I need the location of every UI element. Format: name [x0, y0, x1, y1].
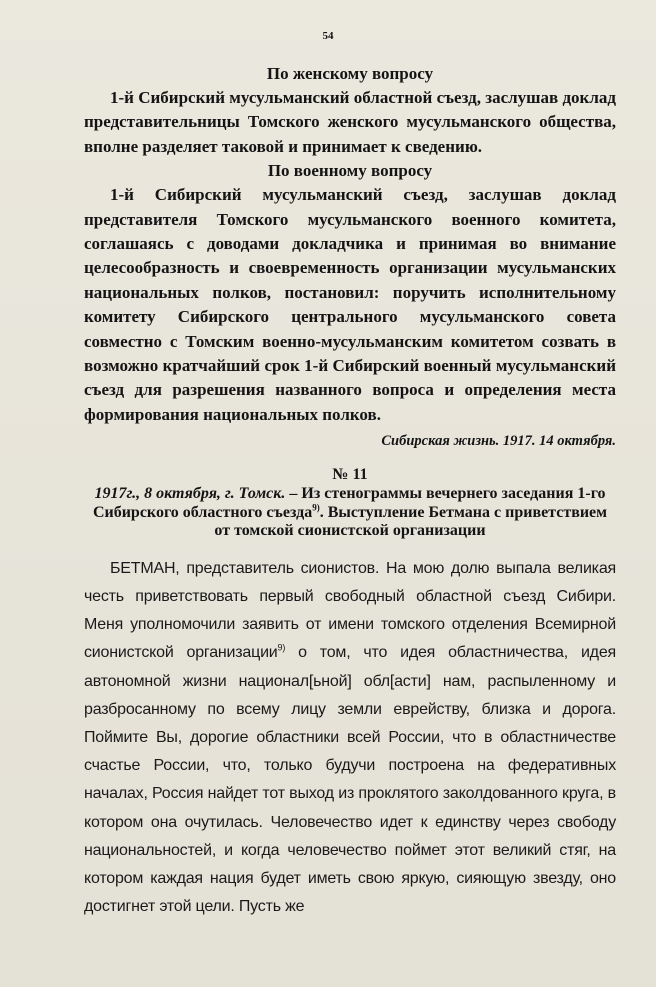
speech-text-part2: о том, что идея областничества, идея автономной жизни национал[ьной] обл[асти] нам, распыленному и разбросанному по всему лицу земли еврейству, близка и дорога. Поймите Вы, дорогие областники всей России, что в областничестве счастье России, что, только будучи построена на федеративных началах, Россия найдет тот выход из проклятого заколдованного круга, в котором она очутилась. Человечество идет к единству через свободу национальностей, и когда человечество поймет этот великий стяг, на котором каждая нация будет иметь свою яркую, сияющую звезду, оно достигнет этой цели. Пусть же: [84, 644, 616, 916]
document-number: № 11: [332, 466, 368, 484]
document-title-part2: Выступление Бетмана с приветствием от томской сионистской организации: [214, 503, 608, 540]
document-date-place: 1917г., 8 октября, г. Томск.: [94, 485, 286, 503]
document-title: 1917г., 8 октября, г. Томск. – Из стенограммы вечернего заседания 1-го Сибирского областного съезда$^{9)}$. Выступление Бетмана с приветствием от томской сионистской организации: [92, 485, 608, 540]
section-heading-women: По женскому вопросу: [266, 64, 434, 83]
page-content: [84, 62, 616, 921]
section-heading-military: По военному вопросу: [267, 161, 433, 181]
speech-text: [84, 555, 616, 922]
section-text-women: 1-й Сибирский мусульманский областной съезд, заслушав доклад представительницы Томского женского мусульманского общества, вполне разделяет таковой и принимает к сведению.: [84, 88, 616, 156]
document-title-part1: – Из стенограммы вечернего заседания 1-го Сибирского областного съезда: [92, 485, 606, 521]
speech-text-part1: БЕТМАН, представитель сионистов. На мою долю выпала великая честь приветствовать первый свободный областной съезд Сибири. Меня уполномочили заявить от имени томского отделения Всемирной сионистской организации: [84, 559, 616, 662]
footnote-ref-speech: 9): [277, 643, 286, 654]
page-number: 54: [322, 30, 334, 42]
footnote-ref-title: 9): [312, 502, 320, 513]
section-text-military: 1-й Сибирский мусульманский съезд, заслушав доклад представителя Томского мусульманского военного комитета, соглашаясь с доводами докладчика и принимая во внимание целесообразность и своевременность организации мусульманских национальных полков, постановил: поручить исполнительному комитету Сибирского центрального мусульманского совета совместно с Томским военно-мусульманским комитетом созвать в возможно кратчайший срок 1-й Сибирский военный мусульманский съезд для разрешения названного вопроса и определения места формирования национальных полков.: [84, 185, 616, 424]
source-citation: Сибирская жизнь. 1917. 14 октября.: [381, 433, 616, 450]
